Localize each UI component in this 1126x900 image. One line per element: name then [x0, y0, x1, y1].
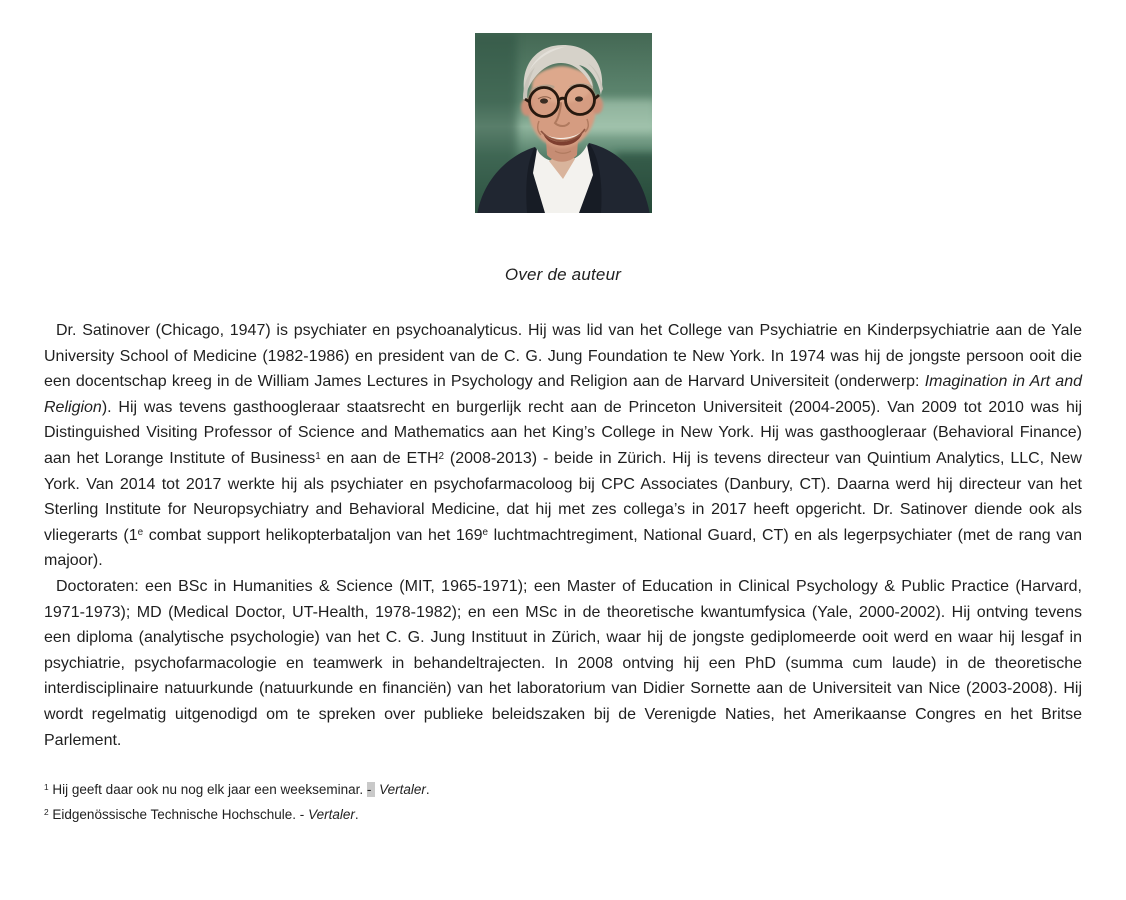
author-photo [475, 33, 652, 213]
footnotes-section [44, 777, 1082, 827]
paragraph-biography: Dr. Satinover (Chicago, 1947) is psychiater en psychoanalyticus. Hij was lid van het College van Psychiatrie en Kinderpsychiatrie aan de Yale University School of Medicine (1982-1986) en president van de C. G. Jung Foundation te New York. In 1974 was hij de jongste persoon ooit die een docentschap kreeg in de William James Lectures in Psychology and Religion aan de Harvard Universiteit (onderwerp: Imagination in Art and Religion). Hij was tevens gasthoogleraar staatsrecht en burgerlijk recht aan de Princeton Universiteit (2004-2005). Van 2009 tot 2010 was hij Distinguished Visiting Professor of Science and Mathematics aan het King’s College in New York. Hij was gasthoogleraar (Behavioral Finance) aan het Lorange Institute of Business$^1$ en aan de ETH$^2$ (2008-2013) - beide in Zürich. Hij is tevens directeur van Quintium Analytics, LLC, New York. Van 2014 tot 2017 werkte hij als psychiater en psychofarmacoloog bij CPC Associates (Danbury, CT). Daarna werd hij directeur van het Sterling Institute for Neuropsychiatry and Behavioral Medicine, dat hij met zes collega’s in 2017 heeft opgericht. Dr. Satinover diende ook als vliegerarts (1e combat support helikopterbataljon van het 169e luchtmachtregiment, National Guard, CT) en als legerpsychiater (met de rang van majoor). [44, 322, 1082, 570]
author-portrait-image [475, 33, 652, 213]
body-text [44, 318, 1082, 753]
document-page [0, 33, 1126, 900]
footnote-1: $^1$ Hij geeft daar ook nu nog elk jaar een weekseminar. - Vertaler. [44, 782, 430, 798]
paragraph-degrees: Doctoraten: een BSc in Humanities & Science (MIT, 1965-1971); een Master of Education in Clinical Psychology & Public Practice (Harvard, 1971-1973); MD (Medical Doctor, UT-Health, 1978-1982); en een MSc in de theoretische kwantumfysica (Yale, 2000-2002). Hij ontving tevens een diploma (analytische psychologie) van het C. G. Jung Instituut in Zürich, waar hij de jongste gediplomeerde ooit werd en waar hij lesgaf in psychiatrie, psychofarmacologie en teamwerk in behandeltrajecten. In 2008 ontving hij een PhD (summa cum laude) in de theoretische interdisciplinaire natuurkunde (natuurkunde en financiën) van het laboratorium van Didier Sornette aan de Universiteit van Nice (2003-2008). Hij wordt regelmatig uitgenodigd om te spreken over publieke beleidszaken bij de Verenigde Naties, het Amerikaanse Congres en het Britse Parlement. [44, 577, 1082, 749]
page-title: Over de auteur [504, 265, 622, 284]
footnote-2: $^2$ Eidgenössische Technische Hochschule. - Vertaler. [44, 807, 359, 823]
